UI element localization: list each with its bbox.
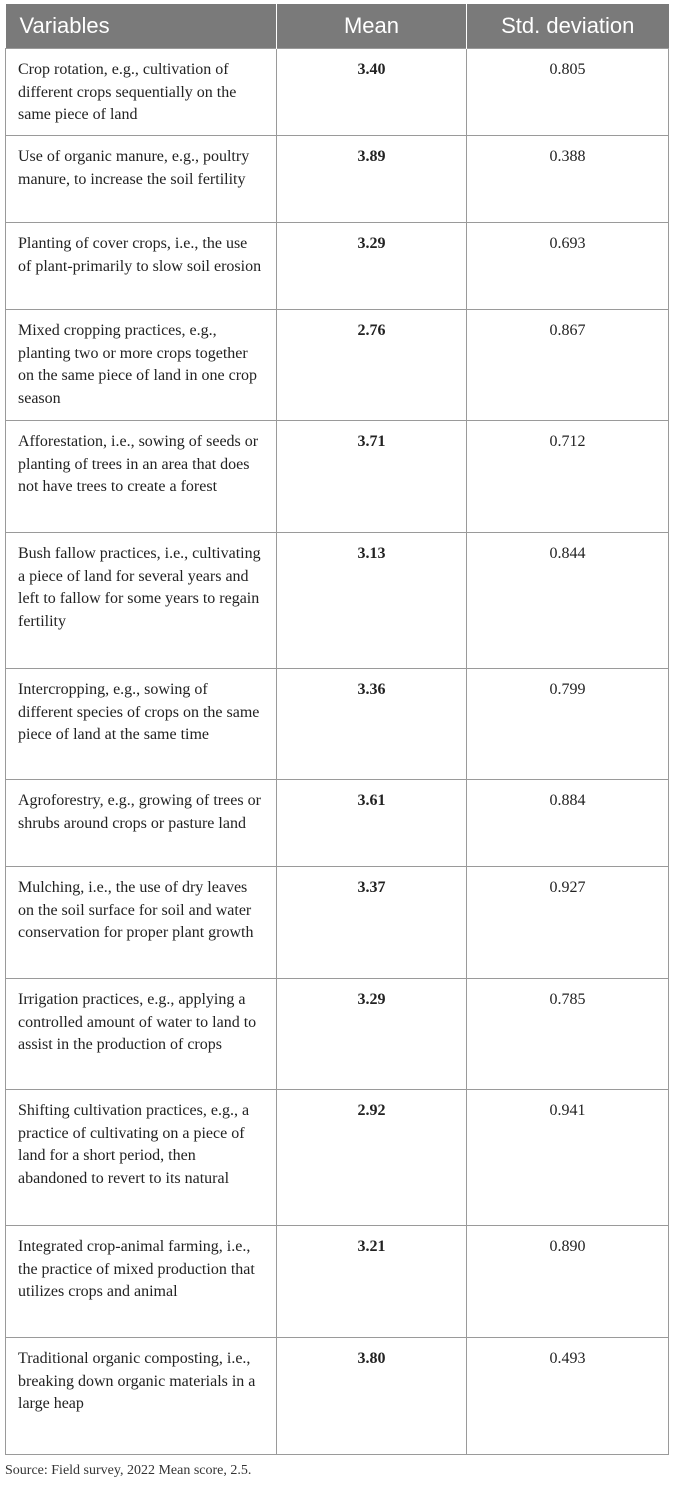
- variable-cell: Shifting cultivation practices, e.g., a practice of cultivating on a piece of land for a short period, then abandoned to revert to its natural: [6, 1090, 277, 1226]
- results-table-container: [5, 4, 668, 1455]
- table-row: [6, 867, 669, 979]
- std-deviation-cell: 0.884: [467, 780, 669, 867]
- variable-cell: Integrated crop-animal farming, i.e., the practice of mixed production that utilizes crops and animal: [6, 1226, 277, 1338]
- std-deviation-cell: 0.785: [467, 979, 669, 1090]
- variable-cell: Crop rotation, e.g., cultivation of different crops sequentially on the same piece of land: [6, 49, 277, 136]
- mean-cell: 3.40: [277, 49, 467, 136]
- results-table: [5, 4, 669, 1455]
- variable-cell: Bush fallow practices, i.e., cultivating a piece of land for several years and left to fallow for some years to regain fertility: [6, 533, 277, 669]
- header-mean: Mean: [277, 4, 467, 49]
- std-deviation-cell: 0.493: [467, 1338, 669, 1455]
- header-row: [6, 4, 669, 49]
- variable-cell: Use of organic manure, e.g., poultry manure, to increase the soil fertility: [6, 136, 277, 223]
- std-deviation-cell: 0.799: [467, 669, 669, 780]
- table-row: [6, 49, 669, 136]
- table-row: [6, 979, 669, 1090]
- mean-cell: 3.29: [277, 979, 467, 1090]
- table-row: [6, 1090, 669, 1226]
- std-deviation-cell: 0.867: [467, 310, 669, 421]
- table-body: [6, 49, 669, 1455]
- variable-cell: Planting of cover crops, i.e., the use of plant-primarily to slow soil erosion: [6, 223, 277, 310]
- std-deviation-cell: 0.890: [467, 1226, 669, 1338]
- variable-cell: Mixed cropping practices, e.g., planting two or more crops together on the same piece of land in one crop season: [6, 310, 277, 421]
- table-row: [6, 421, 669, 533]
- mean-cell: 3.61: [277, 780, 467, 867]
- variable-cell: Intercropping, e.g., sowing of different species of crops on the same piece of land at the same time: [6, 669, 277, 780]
- mean-cell: 3.13: [277, 533, 467, 669]
- mean-cell: 3.36: [277, 669, 467, 780]
- mean-cell: 2.76: [277, 310, 467, 421]
- mean-cell: 2.92: [277, 1090, 467, 1226]
- mean-cell: 3.21: [277, 1226, 467, 1338]
- std-deviation-cell: 0.941: [467, 1090, 669, 1226]
- source-note: Source: Field survey, 2022 Mean score, 2.5.: [5, 1463, 252, 1478]
- std-deviation-cell: 0.927: [467, 867, 669, 979]
- mean-cell: 3.29: [277, 223, 467, 310]
- table-row: [6, 223, 669, 310]
- table-row: [6, 136, 669, 223]
- header-std-deviation: Std. deviation: [467, 4, 669, 49]
- header-variables: Variables: [6, 4, 277, 49]
- table-row: [6, 1338, 669, 1455]
- variable-cell: Mulching, i.e., the use of dry leaves on the soil surface for soil and water conservation for proper plant growth: [6, 867, 277, 979]
- mean-cell: 3.80: [277, 1338, 467, 1455]
- table-row: [6, 310, 669, 421]
- table-row: [6, 533, 669, 669]
- std-deviation-cell: 0.388: [467, 136, 669, 223]
- variable-cell: Traditional organic composting, i.e., breaking down organic materials in a large heap: [6, 1338, 277, 1455]
- std-deviation-cell: 0.712: [467, 421, 669, 533]
- variable-cell: Afforestation, i.e., sowing of seeds or planting of trees in an area that does not have trees to create a forest: [6, 421, 277, 533]
- table-header: [6, 4, 669, 49]
- mean-cell: 3.37: [277, 867, 467, 979]
- std-deviation-cell: 0.693: [467, 223, 669, 310]
- mean-cell: 3.89: [277, 136, 467, 223]
- table-row: [6, 669, 669, 780]
- mean-cell: 3.71: [277, 421, 467, 533]
- table-row: [6, 1226, 669, 1338]
- variable-cell: Agroforestry, e.g., growing of trees or shrubs around crops or pasture land: [6, 780, 277, 867]
- std-deviation-cell: 0.805: [467, 49, 669, 136]
- std-deviation-cell: 0.844: [467, 533, 669, 669]
- variable-cell: Irrigation practices, e.g., applying a controlled amount of water to land to assist in the production of crops: [6, 979, 277, 1090]
- table-row: [6, 780, 669, 867]
